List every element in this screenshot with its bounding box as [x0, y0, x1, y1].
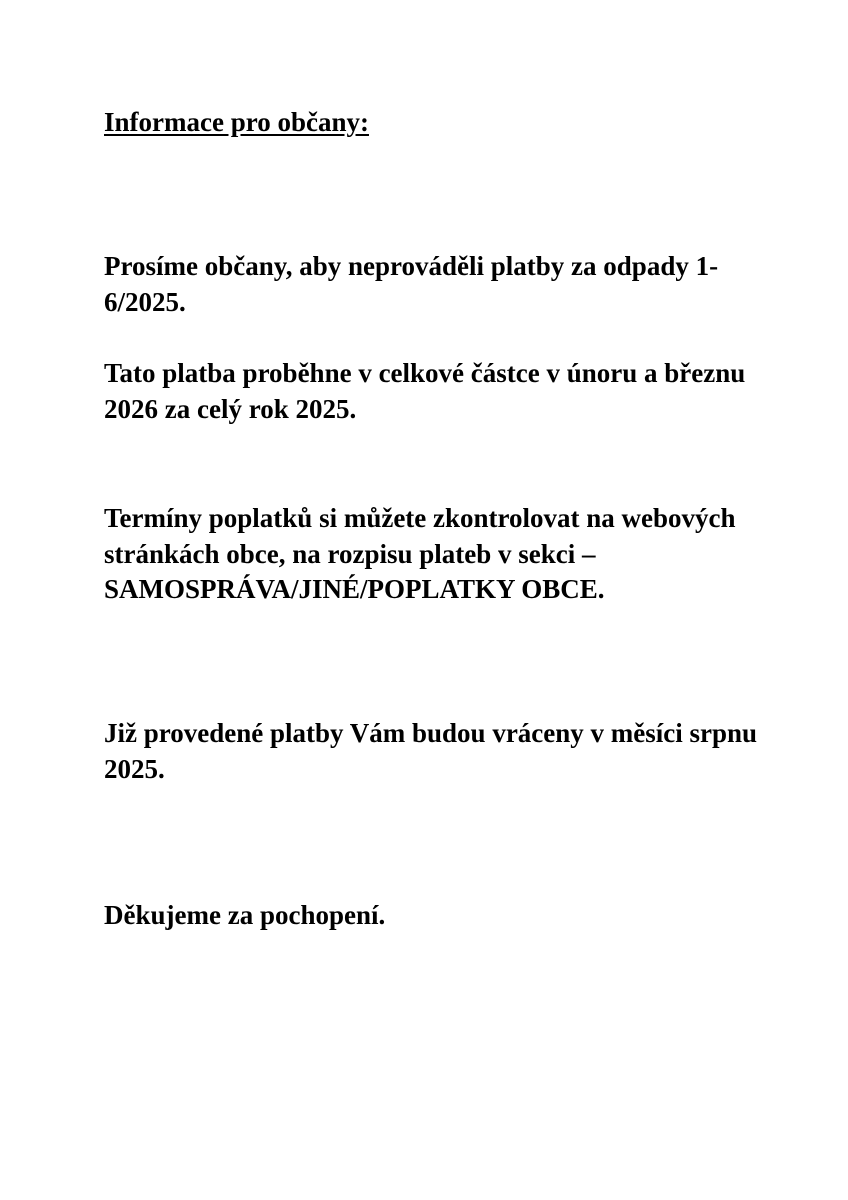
- notice-paragraph-refund: Již provedené platby Vám budou vráceny v měsíci srpnu 2025.: [104, 718, 758, 784]
- notice-paragraph-payment-timing: Tato platba proběhne v celkové částce v únoru a březnu 2026 za celý rok 2025.: [104, 358, 746, 424]
- notice-paragraph-payment-request: Prosíme občany, aby neprováděli platby za odpady 1-6/2025.: [104, 251, 719, 317]
- notice-paragraph-fee-schedule: Termíny poplatků si můžete zkontrolovat na webových stránkách obce, na rozpisu plateb v sekci – SAMOSPRÁVA/JINÉ/POPLATKY OBCE.: [104, 503, 736, 604]
- notice-paragraph-thanks: Děkujeme za pochopení.: [104, 900, 386, 930]
- notice-heading: Informace pro občany:: [104, 107, 369, 137]
